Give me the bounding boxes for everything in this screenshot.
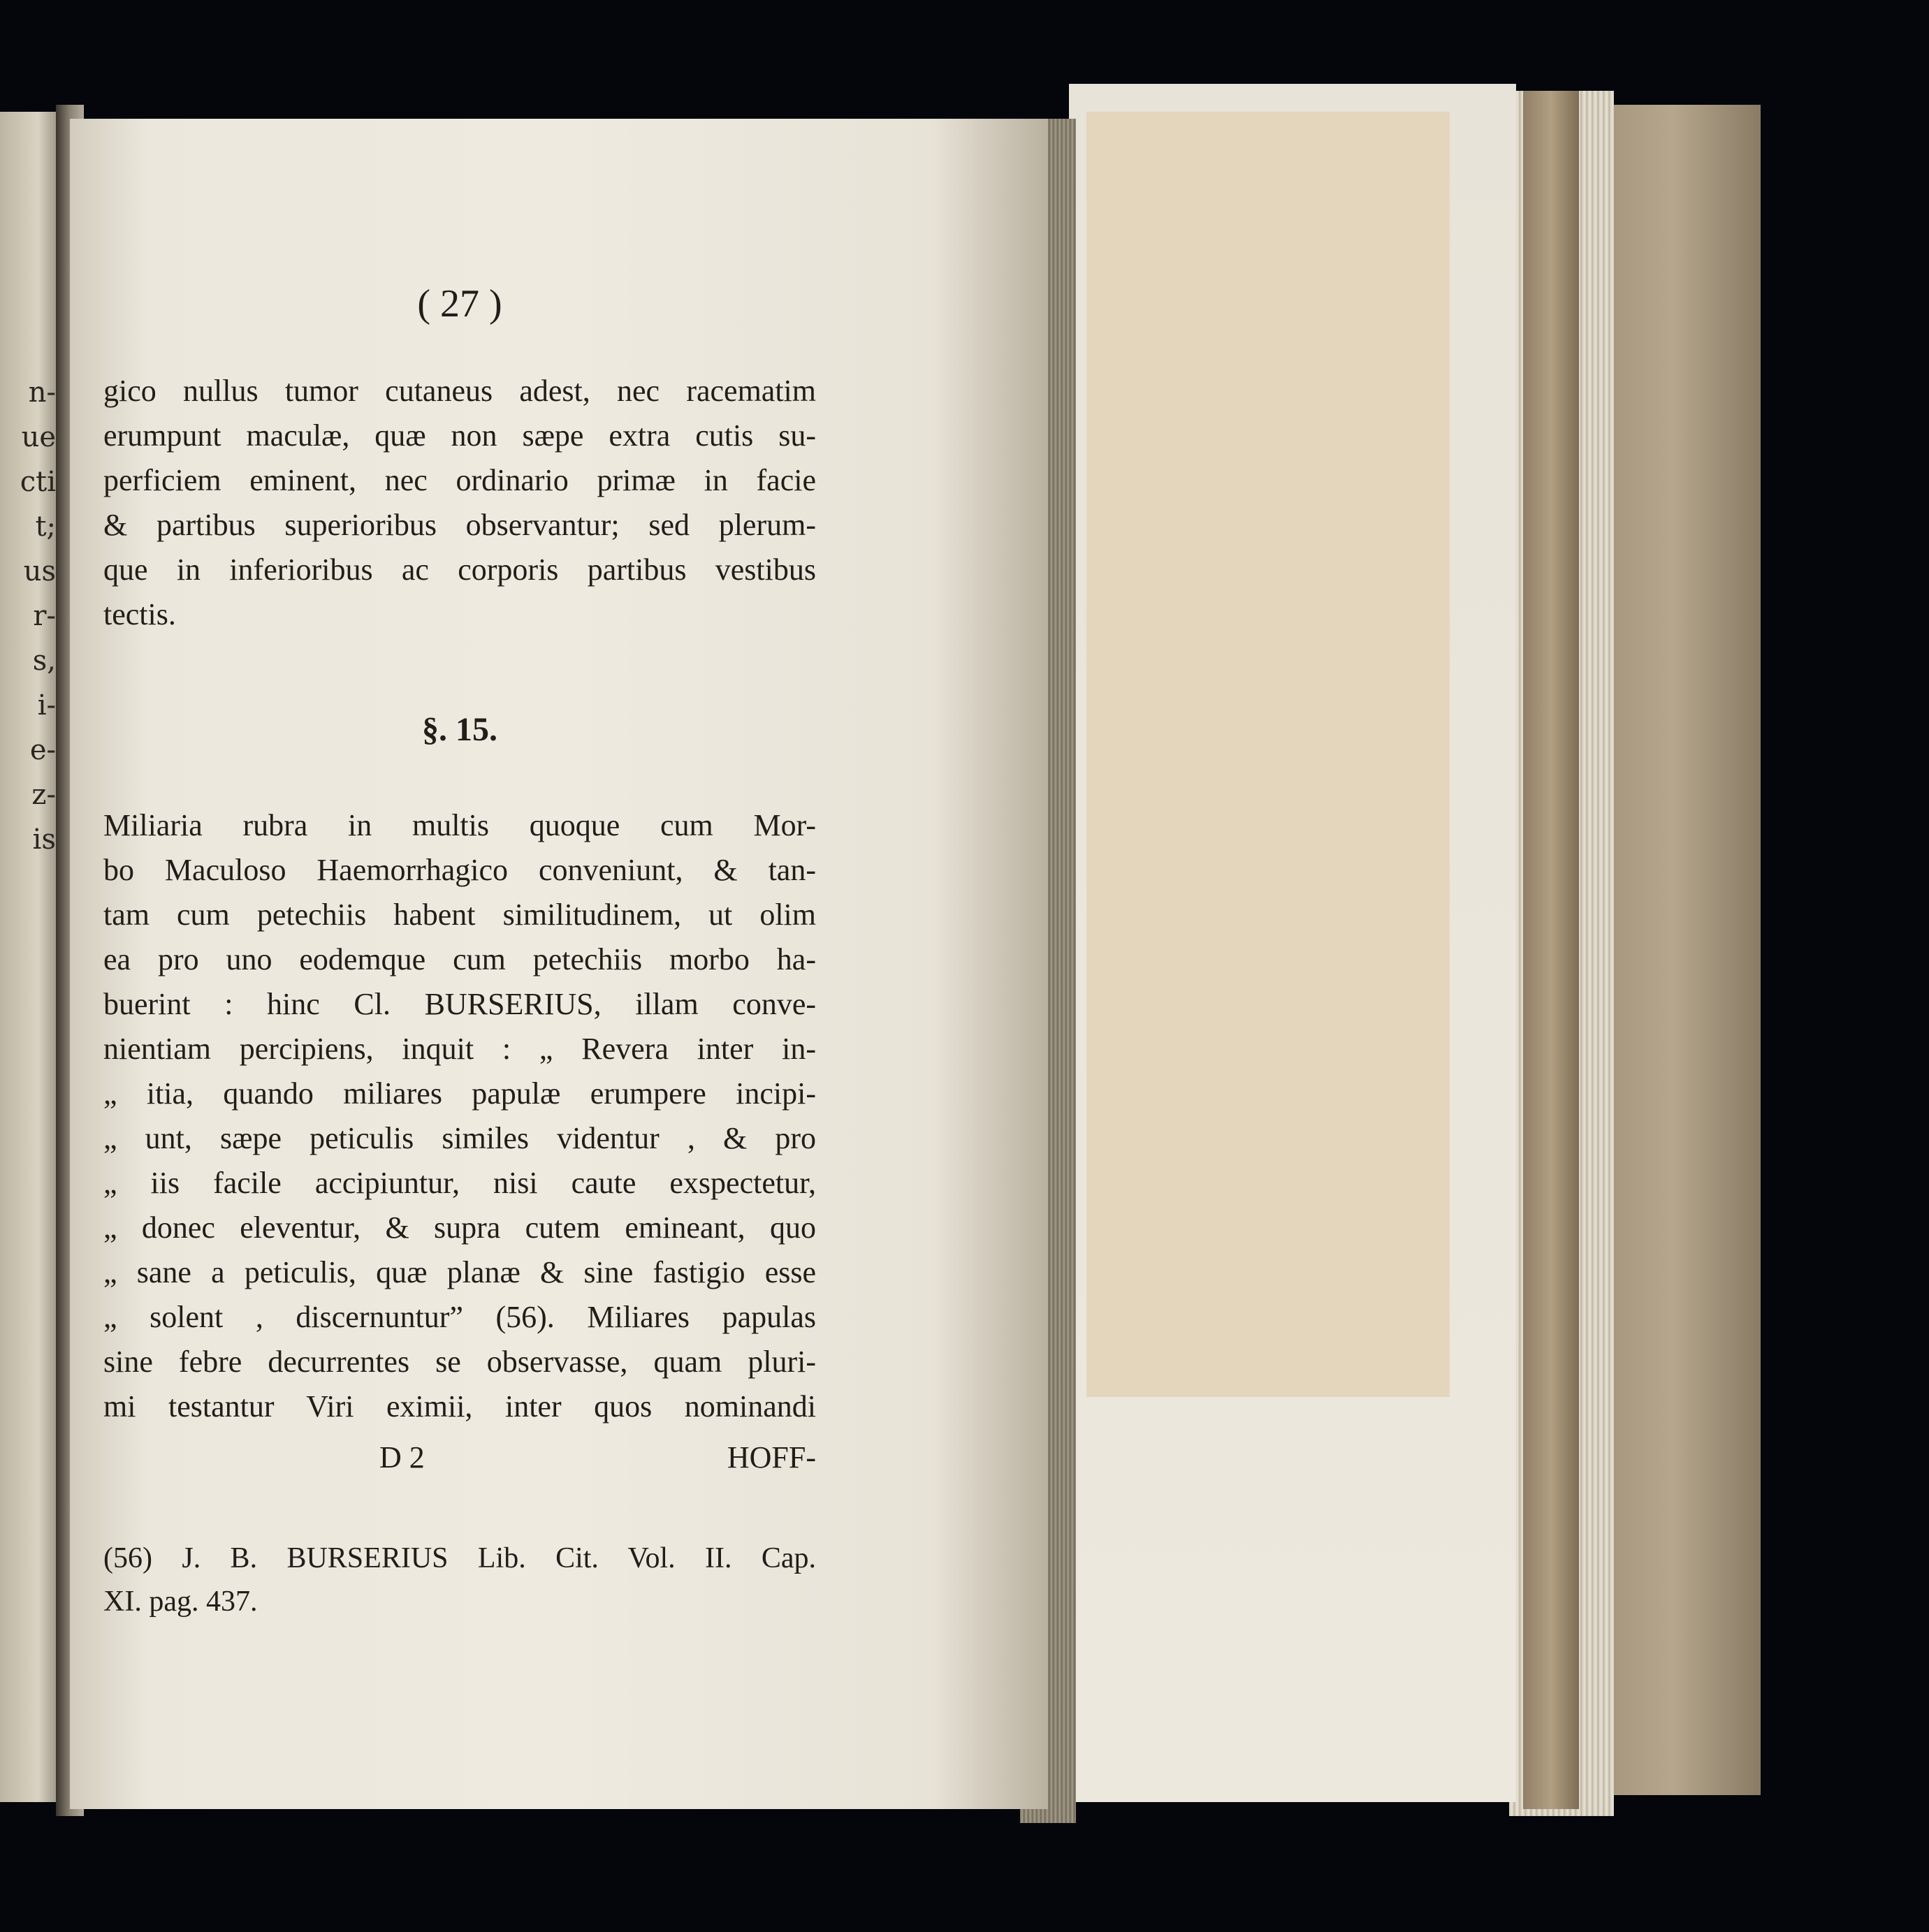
margin-fragment: us <box>23 555 56 587</box>
text-line: „ sane a peticulis, quæ planæ & sine fastigio esse <box>103 1255 816 1289</box>
footnote <box>103 1537 816 1623</box>
margin-fragment: i- <box>37 689 56 722</box>
text-line: „ unt, sæpe peticulis similes videntur , & pro <box>103 1121 816 1155</box>
text-line: Miliaria rubra in multis quoque cum Mor- <box>103 808 816 842</box>
text-line: perficiem eminent, nec ordinario primæ in facie <box>103 463 816 497</box>
text-line: mi testantur Viri eximii, inter quos nominandi <box>103 1389 816 1424</box>
margin-fragment: n- <box>28 376 56 409</box>
margin-fragment: cti <box>20 466 56 498</box>
text-line: erumpunt maculæ, quæ non sæpe extra cutis su- <box>103 418 816 453</box>
footnote-line: XI. pag. 437. <box>103 1586 258 1618</box>
text-line: buerint : hinc Cl. BURSERIUS, illam conve- <box>103 987 816 1021</box>
footnote-line: (56) J. B. BURSERIUS Lib. Cit. Vol. II. Cap. <box>103 1542 816 1574</box>
margin-fragment: z- <box>31 779 56 811</box>
paragraph-2 <box>103 803 816 1429</box>
page-number: ( 27 ) <box>417 282 502 325</box>
signature-mark: D 2 <box>379 1440 425 1474</box>
paper-slip <box>1086 112 1450 1397</box>
spine-fold <box>1523 91 1579 1809</box>
margin-fragment: e- <box>29 734 56 766</box>
text-line: bo Maculoso Haemorrhagico conveniunt, & tan- <box>103 853 816 887</box>
signature-line <box>103 1433 816 1482</box>
catchword: HOFF- <box>727 1440 816 1474</box>
section-heading: §. 15. <box>422 711 497 748</box>
text-line: ea pro uno eodemque cum petechiis morbo ha- <box>103 942 816 976</box>
left-facing-page <box>0 112 63 1802</box>
text-line: „ itia, quando miliares papulæ erumpere incipi- <box>103 1076 816 1111</box>
text-line: que in inferioribus ac corporis partibus vestibus <box>103 552 816 587</box>
margin-fragment: t; <box>35 511 56 543</box>
margin-fragment: ue <box>21 421 56 453</box>
text-line: sine febre decurrentes se observasse, quam pluri- <box>103 1345 816 1379</box>
margin-fragment: s, <box>32 645 56 677</box>
text-line: & partibus superioribus observantur; sed plerum- <box>103 508 816 542</box>
text-line: tam cum petechiis habent similitudinem, ut olim <box>103 898 816 932</box>
text-line: nientiam percipiens, inquit : „ Revera inter in- <box>103 1032 816 1066</box>
left-page-margin-fragments <box>0 370 56 862</box>
text-line: „ iis facile accipiuntur, nisi caute exspectetur, <box>103 1166 816 1200</box>
text-line: tectis. <box>103 597 176 631</box>
text-line: gico nullus tumor cutaneus adest, nec racematim <box>103 374 816 408</box>
text-line: „ solent , discernuntur” (56). Miliares papulas <box>103 1300 816 1334</box>
margin-fragment: r- <box>33 600 56 632</box>
paragraph-1 <box>103 369 816 637</box>
text-line: „ donec eleventur, & supra cutem emineant, quo <box>103 1210 816 1245</box>
margin-fragment: is <box>32 824 56 856</box>
